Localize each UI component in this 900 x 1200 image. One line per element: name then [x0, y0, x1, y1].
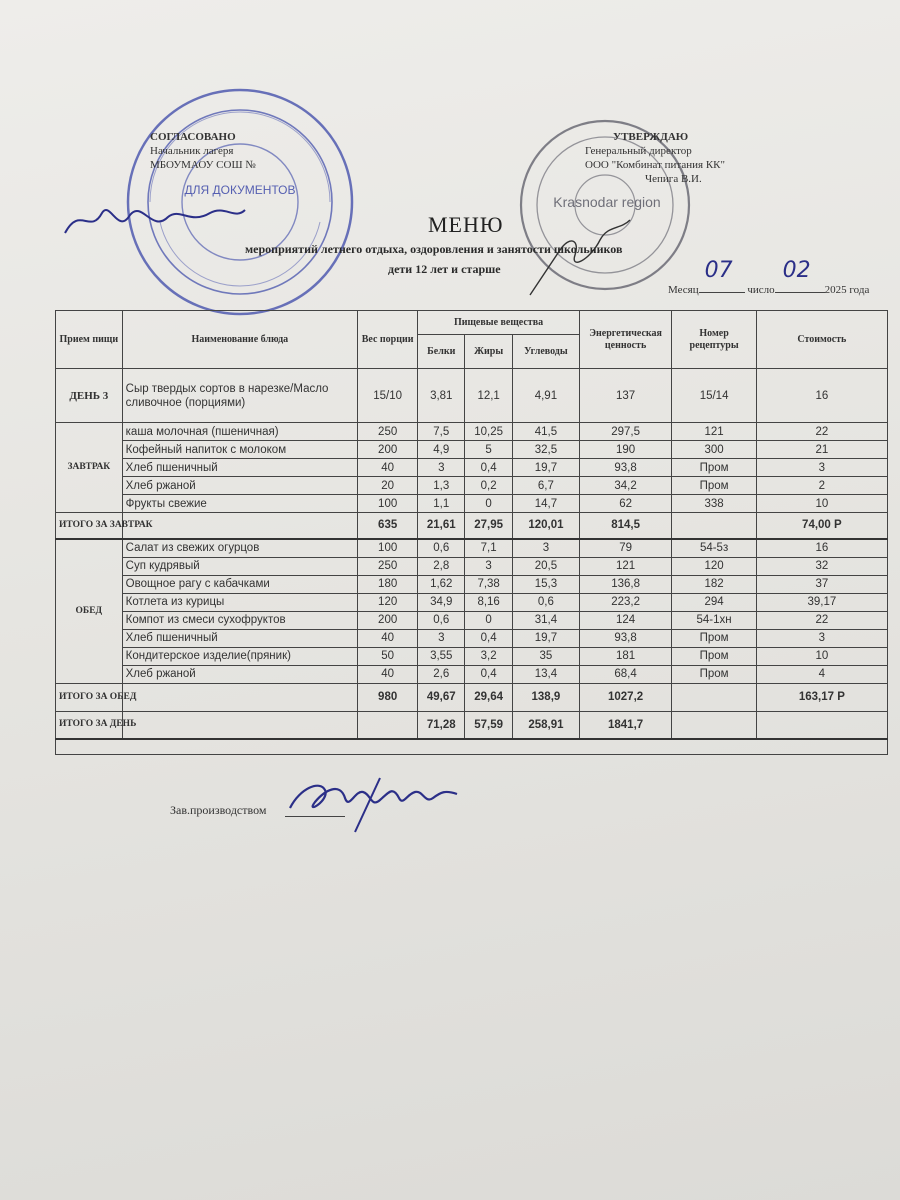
cell-cost: 39,17 — [756, 593, 887, 611]
total-protein: 21,61 — [418, 513, 465, 539]
cell-recipe: 338 — [672, 495, 756, 513]
header-energy: Энергетическая ценность — [579, 311, 672, 369]
total-cost: 163,17 Р — [756, 683, 887, 711]
table-row — [56, 611, 888, 629]
month-value: 07 — [704, 258, 733, 283]
table-row — [56, 539, 888, 558]
cell-dish: Хлеб пшеничный — [122, 629, 357, 647]
cell-protein: 2,6 — [418, 665, 465, 683]
cell-fat: 0 — [465, 611, 513, 629]
table-row — [56, 423, 888, 441]
cell-protein: 2,8 — [418, 557, 465, 575]
cell-carbs: 15,3 — [513, 575, 580, 593]
cell-fat: 0,4 — [465, 629, 513, 647]
total-energy: 814,5 — [579, 513, 672, 539]
header-protein: Белки — [418, 335, 465, 369]
cell-recipe: Пром — [672, 629, 756, 647]
cell-recipe: 15/14 — [672, 369, 756, 423]
cell-energy: 223,2 — [579, 593, 672, 611]
header-carbs: Углеводы — [513, 335, 580, 369]
cell-weight: 15/10 — [357, 369, 417, 423]
cell-protein: 3 — [418, 629, 465, 647]
cell-energy: 79 — [579, 539, 672, 558]
cell-cost: 22 — [756, 423, 887, 441]
cell-carbs: 19,7 — [513, 629, 580, 647]
total-fat: 57,59 — [465, 711, 513, 739]
section-breakfast: ЗАВТРАК — [56, 423, 123, 513]
table-row — [56, 647, 888, 665]
cell-cost: 10 — [756, 647, 887, 665]
cell-weight: 250 — [357, 557, 417, 575]
header-nutrients: Пищевые вещества — [418, 311, 579, 335]
subtitle-event: мероприятий летнего отдыха, оздоровления и занятости школьников — [245, 242, 623, 256]
cell-cost: 10 — [756, 495, 887, 513]
cell-recipe: Пром — [672, 647, 756, 665]
cell-fat: 7,1 — [465, 539, 513, 558]
cell-carbs: 13,4 — [513, 665, 580, 683]
cell-protein: 4,9 — [418, 441, 465, 459]
cell-dish: Котлета из курицы — [122, 593, 357, 611]
cell-carbs: 31,4 — [513, 611, 580, 629]
cell-carbs: 19,7 — [513, 459, 580, 477]
cell-cost: 4 — [756, 665, 887, 683]
cell-protein: 34,9 — [418, 593, 465, 611]
cell-fat: 10,25 — [465, 423, 513, 441]
cell-energy: 190 — [579, 441, 672, 459]
day-label: число — [747, 284, 775, 296]
table-row — [56, 495, 888, 513]
total-fat: 29,64 — [465, 683, 513, 711]
seal-text: ДЛЯ ДОКУМЕНТОВ — [184, 183, 296, 197]
cell-energy: 93,8 — [579, 629, 672, 647]
table-row — [56, 593, 888, 611]
approval-left-position: Начальник лагеря — [150, 145, 234, 157]
cell-weight: 200 — [357, 611, 417, 629]
table-row — [56, 557, 888, 575]
cell-dish: Компот из смеси сухофруктов — [122, 611, 357, 629]
cell-recipe: 54-5з — [672, 539, 756, 558]
total-energy: 1841,7 — [579, 711, 672, 739]
day-value: 02 — [782, 258, 811, 283]
table-row — [56, 477, 888, 495]
cell-dish: Хлеб пшеничный — [122, 459, 357, 477]
approval-left-school: МБОУМАОУ СОШ № — [150, 159, 256, 171]
cell-dish: каша молочная (пшеничная) — [122, 423, 357, 441]
cell-weight: 40 — [357, 629, 417, 647]
cell-cost: 3 — [756, 629, 887, 647]
cell-energy: 136,8 — [579, 575, 672, 593]
cell-recipe: Пром — [672, 459, 756, 477]
cell-dish: Кофейный напиток с молоком — [122, 441, 357, 459]
cell-carbs: 20,5 — [513, 557, 580, 575]
approval-right-heading: УТВЕРЖДАЮ — [613, 131, 689, 143]
breakfast-total-row — [56, 513, 888, 539]
cell-carbs: 14,7 — [513, 495, 580, 513]
date-line — [668, 258, 870, 296]
cell-fat: 0,2 — [465, 477, 513, 495]
cell-energy: 297,5 — [579, 423, 672, 441]
footer-label: Зав.производством — [170, 803, 267, 817]
section-lunch: ОБЕД — [56, 539, 123, 684]
day-total-label: ИТОГО ЗА ДЕНЬ — [56, 711, 123, 739]
approval-left — [150, 130, 256, 172]
approval-left-heading: СОГЛАСОВАНО — [150, 131, 236, 143]
total-carbs: 120,01 — [513, 513, 580, 539]
total-carbs: 258,91 — [513, 711, 580, 739]
cell-dish: Кондитерское изделие(пряник) — [122, 647, 357, 665]
approval-right-name: Чепига В.И. — [645, 173, 702, 185]
total-cost: 74,00 Р — [756, 513, 887, 539]
total-weight: 635 — [357, 513, 417, 539]
cell-fat: 8,16 — [465, 593, 513, 611]
month-label: Месяц — [668, 284, 699, 296]
cell-weight: 50 — [357, 647, 417, 665]
day-label: ДЕНЬ 3 — [56, 369, 123, 423]
lunch-total-label: ИТОГО ЗА ОБЕД — [56, 683, 123, 711]
cell-protein: 1,1 — [418, 495, 465, 513]
cell-cost: 16 — [756, 539, 887, 558]
cell-weight: 180 — [357, 575, 417, 593]
cell-carbs: 32,5 — [513, 441, 580, 459]
cell-weight: 20 — [357, 477, 417, 495]
approval-right — [585, 130, 725, 186]
cell-energy: 137 — [579, 369, 672, 423]
cell-recipe: 54-1хн — [672, 611, 756, 629]
cell-energy: 34,2 — [579, 477, 672, 495]
cell-weight: 250 — [357, 423, 417, 441]
cell-energy: 121 — [579, 557, 672, 575]
cell-fat: 3 — [465, 557, 513, 575]
footer-signature — [285, 760, 465, 840]
header-dish: Наименование блюда — [122, 311, 357, 369]
cell-cost: 21 — [756, 441, 887, 459]
cell-recipe: 300 — [672, 441, 756, 459]
cell-protein: 7,5 — [418, 423, 465, 441]
table-row — [56, 575, 888, 593]
cell-weight: 120 — [357, 593, 417, 611]
header-recipe: Номер рецептуры — [672, 311, 756, 369]
cell-recipe: 182 — [672, 575, 756, 593]
cell-carbs: 6,7 — [513, 477, 580, 495]
cell-cost: 16 — [756, 369, 887, 423]
cell-fat: 12,1 — [465, 369, 513, 423]
cell-cost: 3 — [756, 459, 887, 477]
cell-cost: 22 — [756, 611, 887, 629]
cell-protein: 3,55 — [418, 647, 465, 665]
total-protein: 71,28 — [418, 711, 465, 739]
cell-recipe: 120 — [672, 557, 756, 575]
cell-weight: 40 — [357, 459, 417, 477]
total-carbs: 138,9 — [513, 683, 580, 711]
table-row — [56, 459, 888, 477]
cell-fat: 0,4 — [465, 665, 513, 683]
cell-protein: 0,6 — [418, 611, 465, 629]
cell-fat: 5 — [465, 441, 513, 459]
approval-right-position: Генеральный директор — [585, 145, 692, 157]
cell-protein: 3 — [418, 459, 465, 477]
day-total-row — [56, 711, 888, 739]
cell-energy: 181 — [579, 647, 672, 665]
table-row — [56, 665, 888, 683]
cell-dish: Хлеб ржаной — [122, 477, 357, 495]
cell-carbs: 41,5 — [513, 423, 580, 441]
cell-dish: Фрукты свежие — [122, 495, 357, 513]
cell-fat: 3,2 — [465, 647, 513, 665]
cell-dish: Суп кудрявый — [122, 557, 357, 575]
cell-fat: 7,38 — [465, 575, 513, 593]
cell-carbs: 0,6 — [513, 593, 580, 611]
cell-weight: 200 — [357, 441, 417, 459]
cell-dish: Салат из свежих огурцов — [122, 539, 357, 558]
lunch-total-row — [56, 683, 888, 711]
table-row-day — [56, 369, 888, 423]
header-meal: Прием пищи — [56, 311, 123, 369]
table-header — [56, 311, 888, 369]
total-protein: 49,67 — [418, 683, 465, 711]
seal-region-text: Krasnodar region — [553, 194, 661, 210]
total-energy: 1027,2 — [579, 683, 672, 711]
left-signature — [60, 195, 250, 245]
cell-cost: 32 — [756, 557, 887, 575]
cell-fat: 0,4 — [465, 459, 513, 477]
cell-recipe: 121 — [672, 423, 756, 441]
cell-recipe: Пром — [672, 477, 756, 495]
cell-weight: 100 — [357, 495, 417, 513]
cell-protein: 3,81 — [418, 369, 465, 423]
table-row — [56, 629, 888, 647]
cell-carbs: 4,91 — [513, 369, 580, 423]
table-row — [56, 441, 888, 459]
header-cost: Стоимость — [756, 311, 887, 369]
breakfast-total-label: ИТОГО ЗА ЗАВТРАК — [56, 513, 123, 539]
approval-right-company: ООО "Комбинат питания КК" — [585, 159, 725, 171]
cell-protein: 1,3 — [418, 477, 465, 495]
cell-dish: Сыр твердых сортов в нарезке/Масло сливочное (порциями) — [122, 369, 357, 423]
table-blank-row — [56, 739, 888, 755]
cell-recipe: Пром — [672, 665, 756, 683]
cell-recipe: 294 — [672, 593, 756, 611]
cell-weight: 100 — [357, 539, 417, 558]
total-fat: 27,95 — [465, 513, 513, 539]
cell-cost: 37 — [756, 575, 887, 593]
cell-carbs: 3 — [513, 539, 580, 558]
cell-fat: 0 — [465, 495, 513, 513]
cell-weight: 40 — [357, 665, 417, 683]
cell-cost: 2 — [756, 477, 887, 495]
cell-dish: Хлеб ржаной — [122, 665, 357, 683]
cell-energy: 68,4 — [579, 665, 672, 683]
cell-energy: 62 — [579, 495, 672, 513]
total-weight: 980 — [357, 683, 417, 711]
cell-energy: 124 — [579, 611, 672, 629]
menu-table — [55, 310, 888, 755]
header-weight: Вес порции — [357, 311, 417, 369]
cell-carbs: 35 — [513, 647, 580, 665]
subtitle-age: дети 12 лет и старше — [388, 262, 501, 276]
cell-protein: 0,6 — [418, 539, 465, 558]
year-text: 2025 года — [824, 284, 870, 296]
cell-dish: Овощное рагу с кабачками — [122, 575, 357, 593]
page-title: МЕНЮ — [428, 212, 504, 237]
header-fat: Жиры — [465, 335, 513, 369]
cell-energy: 93,8 — [579, 459, 672, 477]
cell-protein: 1,62 — [418, 575, 465, 593]
